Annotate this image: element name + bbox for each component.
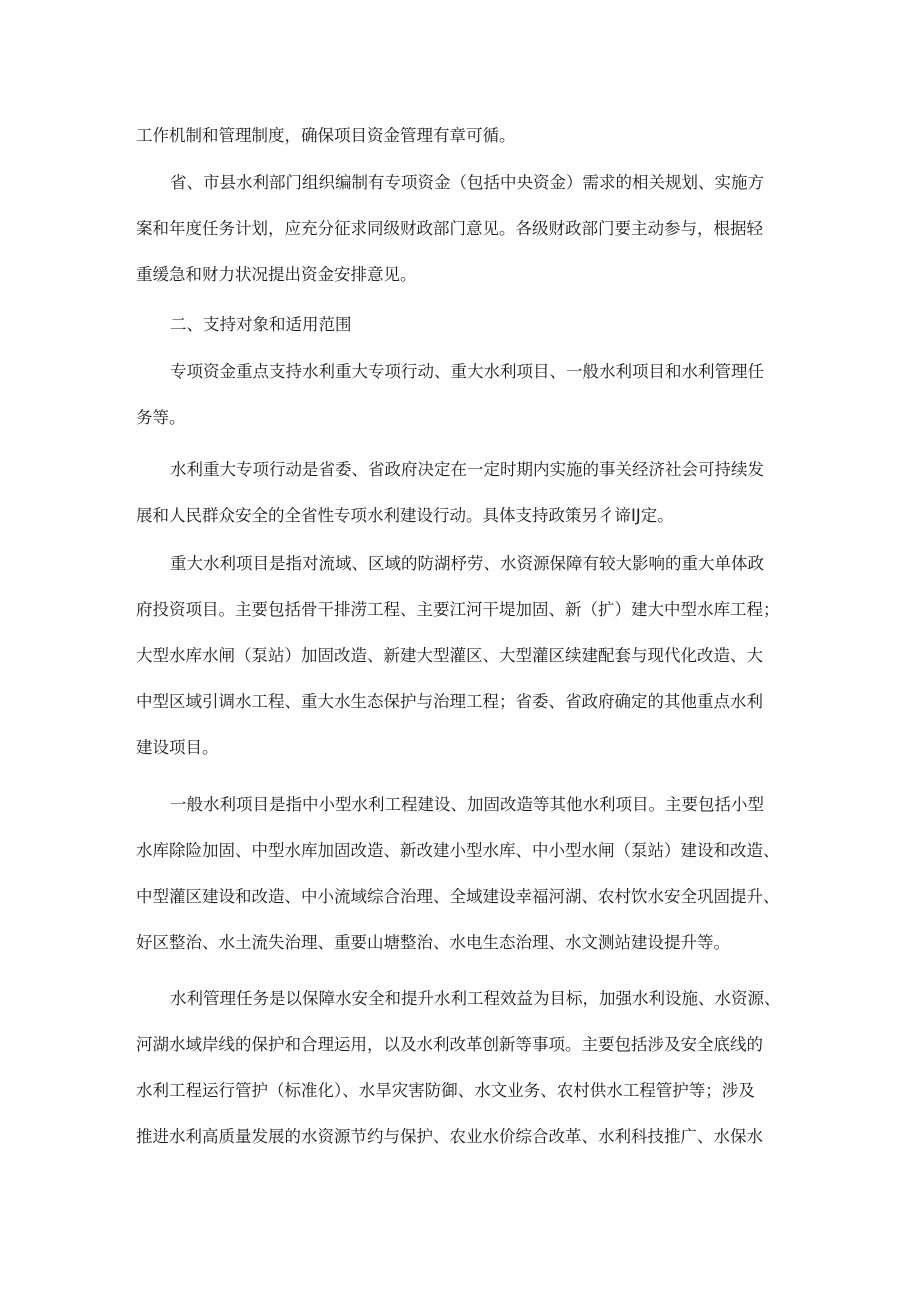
paragraph-line: 河湖水域岸线的保护和合理运用，以及水利改革创新等事项。主要包括涉及安全底线的 [136,1035,763,1054]
paragraph-8 [136,976,796,1160]
section-heading [136,302,796,348]
paragraph-line: 水库除险加固、中型水库加固改造、新改建小型水库、中小型水闸（泵站）建设和改造、 [136,841,780,860]
paragraph-6 [136,541,796,771]
paragraph-1 [136,113,796,159]
paragraph-line: 重大水利项目是指对流域、区域的防湖杼劳、水资源保障有较大影响的重大单体政 [170,554,764,573]
section-heading-text: 二、支持对象和适用范围 [170,315,352,334]
paragraph-line: 展和人民群众安全的全省性专项水利建设行动。具体支持政策另彳谛IJ定。 [136,506,674,525]
paragraph-line: 水利管理任务是以保障水安全和提升水利工程效益为目标，加强水利设施、水资源、 [170,989,781,1008]
paragraph-line: 案和年度任务计划，应充分征求同级财政部门意见。各级财政部门要主动参与，根据轻 [136,219,763,238]
paragraph-line: 务等。 [136,408,186,427]
paragraph-line: 中型区域引调水工程、重大水生态保护与治理工程；省委、省政府确定的其他重点水利 [136,692,763,711]
paragraph-line: 专项资金重点支持水利重大专项行动、重大水利项目、一般水利项目和水利管理任 [170,362,764,381]
paragraph-line: 省、市县水利部门组织编制有专项资金（包括中央资金）需求的相关规划、实施方 [170,173,764,192]
paragraph-line: 水利工程运行管护（标准化）、水旱灾害防御、水文业务、农村供水工程管护等；涉及 [136,1081,755,1100]
paragraph-line: 府投资项目。主要包括骨干排涝工程、主要江河干堤加固、新（扩）建大中型水库工程； [136,600,780,619]
paragraph-4 [136,349,796,441]
paragraph-line: 大型水库水闸（泵站）加固改造、新建大型灌区、大型灌区续建配套与现代化改造、大 [136,646,763,665]
paragraph-line: 好区整治、水土流失治理、重要山塘整治、水电生态治理、水文测站建设提升等。 [136,933,730,952]
paragraph-line: 重缓急和财力状况提出资金安排意见。 [136,265,417,284]
paragraph-line: 建设项目。 [136,738,219,757]
paragraph-line: 工作机制和管理制度，确保项目资金管理有章可循。 [136,126,516,145]
paragraph-line: 水利重大专项行动是省委、省政府决定在一定时期内实施的事关经济社会可持续发 [170,460,764,479]
paragraph-line: 一般水利项目是指中小型水利工程建设、加固改造等其他水利项目。主要包括小型 [170,795,764,814]
paragraph-line: 中型灌区建设和改造、中小流域综合治理、全域建设幸福河湖、农村饮水安全巩固提升、 [136,887,780,906]
paragraph-line: 推进水利高质量发展的水资源节约与保护、农业水价综合改革、水利科技推广、水保水 [136,1127,763,1146]
paragraph-2 [136,160,796,298]
paragraph-5 [136,447,796,539]
paragraph-7 [136,782,796,966]
